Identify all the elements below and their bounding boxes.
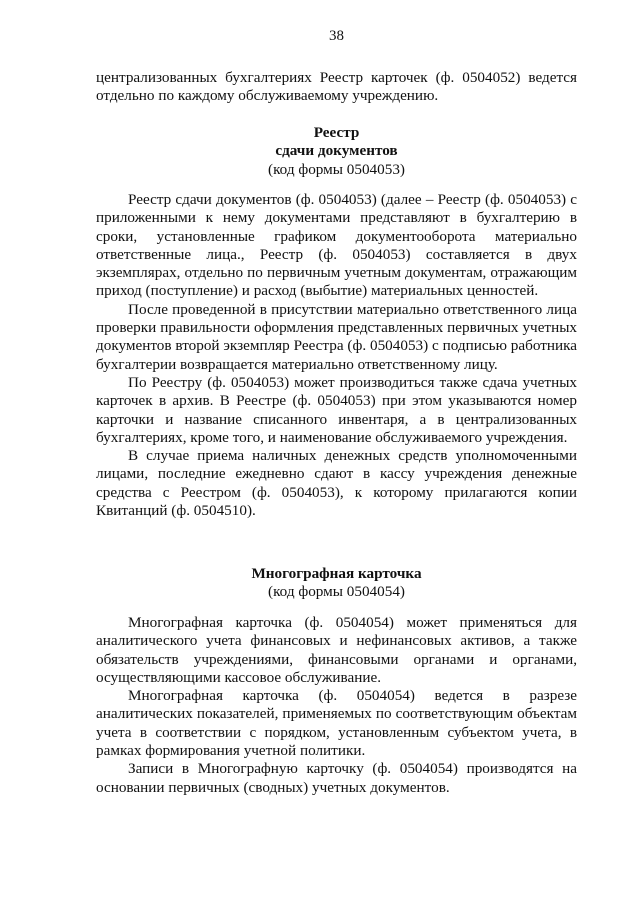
section2-paragraph-1: Многографная карточка (ф. 0504054) может применяться для аналитического учета финансовых и нефинансовых активов, а также обязательств учреждениями, финансовыми органами и органами, осуществляющими кассовое обслуживание.: [96, 614, 577, 686]
section1-subtitle: (код формы 0504053): [268, 160, 405, 178]
section1-heading: [96, 124, 577, 179]
section1-title-line1: Реестр: [313, 124, 360, 141]
section1-title-line2: сдачи документов: [275, 142, 398, 160]
section1-paragraph-4: В случае приема наличных денежных средств уполномоченными лицами, последние ежедневно сдают в кассу учреждения денежные средства с Реестром (ф. 0504053), к которому прилагаются копии Квитанций (ф. 0504510).: [96, 447, 577, 520]
section2-subtitle: (код формы 0504054): [268, 583, 405, 601]
page-number: 38: [329, 28, 344, 44]
section2-heading: [96, 565, 577, 602]
section1-paragraph-2: После проведенной в присутствии материально ответственного лица проверки правильности оформления представленных первичных учетных документов второй экземпляр Реестра (ф. 0504053) с подписью работника бухгалтерии возвращается материально ответственному лицу.: [96, 300, 577, 373]
intro-text: [96, 69, 577, 106]
intro-paragraph: централизованных бухгалтериях Реестр карточек (ф. 0504052) ведется отдельно по каждому обслуживаемому учреждению.: [96, 69, 577, 105]
section1-paragraph-1: Реестр сдачи документов (ф. 0504053) (далее – Реестр (ф. 0504053) с приложенными к нему документами представляют в бухгалтерию в сроки, установленные графиком документооборота материально ответственные лица., Реестр (ф. 0504053) составляется в двух экземплярах, отдельно по первичным учетным документам, отражающим приход (поступление) и расход (выбытие) материальных ценностей.: [96, 191, 577, 300]
section2-title: Многографная карточка: [251, 565, 422, 582]
section1-body: [96, 191, 577, 520]
section2-paragraph-3: Записи в Многографную карточку (ф. 0504054) производятся на основании первичных (сводных) учетных документов.: [96, 760, 577, 796]
section2-body: [96, 614, 577, 797]
section2-paragraph-2: Многографная карточка (ф. 0504054) ведется в разрезе аналитических показателей, применяемых по соответствующим объектам учета в соответствии с порядком, установленным субъектом учета, в рамках формирования учетной политики.: [96, 687, 577, 760]
section1-paragraph-3: По Реестру (ф. 0504053) может производиться также сдача учетных карточек в архив. В Реестре (ф. 0504053) при этом указываются номер карточки и название списанного инвентаря, а в централизованных бухгалтериях, кроме того, и наименование обслуживаемого учреждения.: [96, 373, 577, 446]
